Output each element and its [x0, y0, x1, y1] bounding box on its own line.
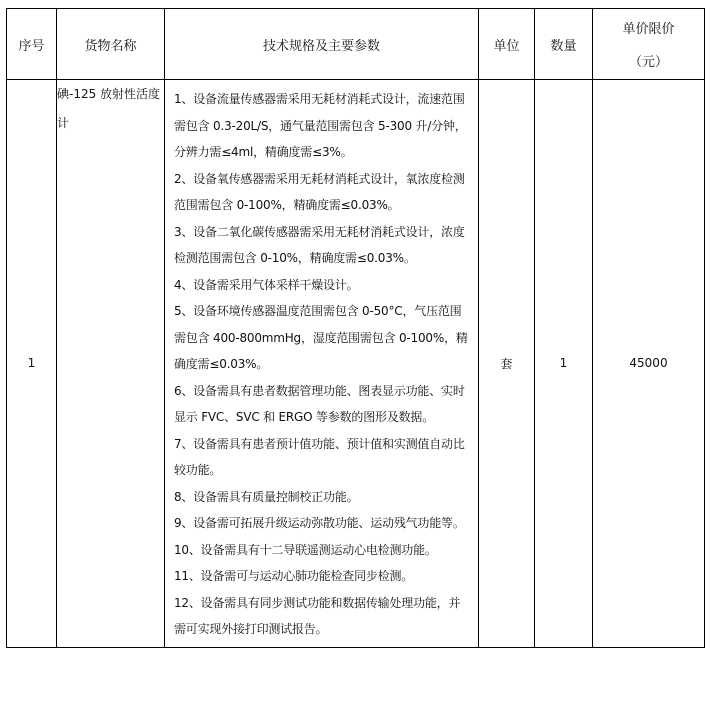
header-name: 货物名称 — [57, 9, 165, 80]
spec-item: 11、设备需可与运动心肺功能检查同步检测。 — [174, 569, 414, 583]
spec-item: 10、设备需具有十二导联遥测运动心电检测功能。 — [174, 542, 437, 557]
spec-item: 6、设备需具有患者数据管理功能、图表显示功能、实时显示 FVC、SVC 和 ERGO 等参数的图形及数据。 — [174, 383, 465, 424]
header-price-limit-label: 单价限价 — [622, 22, 675, 37]
cell-price: 45000 — [593, 80, 705, 648]
header-price-limit — [593, 9, 705, 80]
cell-quantity: 1 — [535, 80, 593, 648]
spec-item: 3、设备二氧化碳传感器需采用无耗材消耗式设计，浓度检测范围需包含 0-10%，精确度需≤0.03%。 — [174, 224, 465, 265]
table-row — [7, 80, 705, 648]
spec-item: 2、设备氧传感器需采用无耗材消耗式设计，氧浓度检测范围需包含 0-100%，精确度需≤0.03%。 — [174, 171, 465, 212]
header-price-unit: （元） — [628, 55, 668, 70]
cell-unit: 套 — [479, 80, 535, 648]
header-quantity: 数量 — [535, 9, 593, 80]
header-index: 序号 — [7, 9, 57, 80]
spec-item: 8、设备需具有质量控制校正功能。 — [174, 489, 359, 504]
spec-item: 5、设备环境传感器温度范围需包含 0-50°C，气压范围需包含 400-800mmHg，湿度范围需包含 0-100%，精确度需≤0.03%。 — [174, 304, 468, 371]
spec-item: 9、设备需可拓展升级运动弥散功能、运动残气功能等。 — [174, 516, 465, 530]
spec-item: 12、设备需具有同步测试功能和数据传输处理功能，并需可实现外接打印测试报告。 — [174, 595, 461, 636]
spec-item: 7、设备需具有患者预计值功能、预计值和实测值自动比较功能。 — [174, 436, 465, 477]
specification-table — [6, 8, 705, 648]
cell-specs — [165, 80, 479, 648]
spec-item: 4、设备需采用气体采样干燥设计。 — [174, 277, 359, 292]
header-unit: 单位 — [479, 9, 535, 80]
spec-list — [165, 80, 478, 647]
header-spec: 技术规格及主要参数 — [165, 9, 479, 80]
spec-item: 1、设备流量传感器需采用无耗材消耗式设计，流速范围需包含 0.3-20L/S，通气量范围需包含 5-300 升/分钟，分辨力需≤4ml，精确度需≤3%。 — [174, 92, 467, 159]
header-row — [7, 9, 705, 80]
cell-index: 1 — [7, 80, 57, 648]
cell-name: 碘-125 放射性活度计 — [57, 80, 165, 648]
